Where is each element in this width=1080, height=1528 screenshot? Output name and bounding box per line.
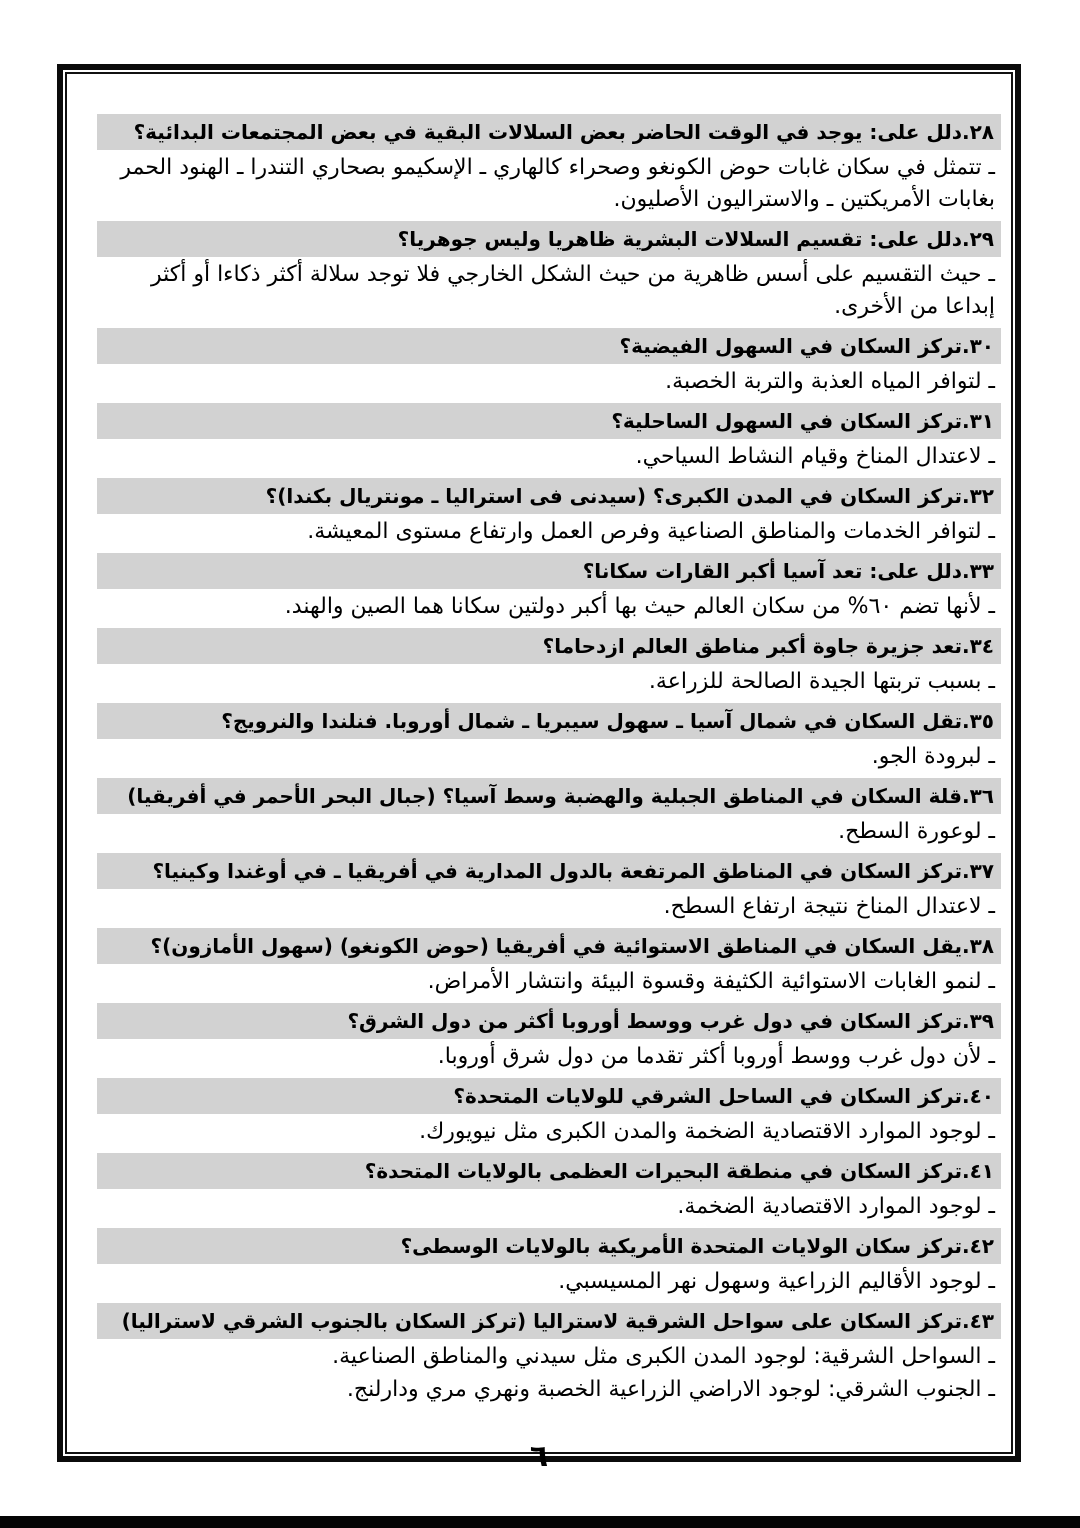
answer-block <box>97 516 1001 548</box>
answer-text: ـ لوجود الموارد الاقتصادية الضخمة. <box>677 1194 995 1219</box>
qa-item <box>97 1003 1001 1073</box>
question-header: ٣٨.يقل السكان في المناطق الاستوائية في أفريقيا (حوض الكونغو) (سهول الأمازون)؟ <box>97 928 1001 964</box>
answer-text: ـ لاعتدال المناخ نتيجة ارتفاع السطح. <box>663 894 995 919</box>
qa-item <box>97 1228 1001 1298</box>
question-header: ٤٢.تركز سكان الولايات المتحدة الأمريكية بالولايات الوسطى؟ <box>97 1228 1001 1264</box>
question-header: ٣٠.تركز السكان في السهول الفيضية؟ <box>97 328 1001 364</box>
answer-text: ـ لوعورة السطح. <box>838 819 995 844</box>
answer-block <box>97 741 1001 773</box>
answer-text: ـ الجنوب الشرقي: لوجود الاراضي الزراعية الخصبة ونهري مري ودارلنج. <box>346 1377 995 1402</box>
qa-item <box>97 778 1001 848</box>
qa-item <box>97 403 1001 473</box>
question-header: ٣٣.دلل على: تعد آسيا أكبر القارات سكانا؟ <box>97 553 1001 589</box>
answer-text: ـ حيث التقسيم على أسس ظاهرية من حيث الشكل الخارجي فلا توجد سلالة أكثر ذكاءا أو أكثر إبداعا من الأخرى. <box>150 262 995 319</box>
answer-block <box>97 366 1001 398</box>
question-header: ٣٦.قلة السكان في المناطق الجبلية والهضبة وسط آسيا؟ (جبال البحر الأحمر في أفريقيا) <box>97 778 1001 814</box>
question-header: ٤١.تركز السكان في منطقة البحيرات العظمى بالولايات المتحدة؟ <box>97 1153 1001 1189</box>
qa-list <box>69 76 1009 1450</box>
qa-item <box>97 1303 1001 1406</box>
qa-item <box>97 853 1001 923</box>
answer-text: ـ لوجود الأقاليم الزراعية وسهول نهر المسيسبي. <box>558 1269 995 1294</box>
answer-block <box>97 816 1001 848</box>
qa-item <box>97 478 1001 548</box>
qa-item <box>97 1153 1001 1223</box>
question-header: ٢٨.دلل على: يوجد في الوقت الحاضر بعض السلالات البقية في بعض المجتمعات البدائية؟ <box>97 114 1001 150</box>
answer-block <box>97 891 1001 923</box>
answer-block <box>97 666 1001 698</box>
question-header: ٣٤.تعد جزيرة جاوة أكبر مناطق العالم ازدحاما؟ <box>97 628 1001 664</box>
qa-item <box>97 1078 1001 1148</box>
qa-item <box>97 928 1001 998</box>
qa-item <box>97 221 1001 323</box>
answer-block <box>97 259 1001 323</box>
qa-item <box>97 628 1001 698</box>
qa-item <box>97 703 1001 773</box>
answer-text: ـ لتوافر الخدمات والمناطق الصناعية وفرص العمل وارتفاع مستوى المعيشة. <box>307 519 995 544</box>
answer-block <box>97 1341 1001 1406</box>
answer-text: ـ تتمثل في سكان غابات حوض الكونغو وصحراء كالهاري ـ الإسكيمو بصحاري التندرا ـ الهنود الحمر بغابات الأمريكتين ـ والاستراليون الأصليون. <box>120 155 995 212</box>
page-frame <box>57 64 1021 1474</box>
answer-block <box>97 1191 1001 1223</box>
answer-text: ـ لأنها تضم ٦٠% من سكان العالم حيث بها أكبر دولتين سكانا هما الصين والهند. <box>284 594 995 619</box>
answer-block <box>97 591 1001 623</box>
answer-block <box>97 1266 1001 1298</box>
question-header: ٣٥.تقل السكان في شمال آسيا ـ سهول سيبريا ـ شمال أوروبا. فنلندا والنرويج؟ <box>97 703 1001 739</box>
question-header: ٤٠.تركز السكان في الساحل الشرقي للولايات المتحدة؟ <box>97 1078 1001 1114</box>
answer-block <box>97 1116 1001 1148</box>
qa-item <box>97 114 1001 216</box>
bottom-black-bar <box>0 1516 1080 1528</box>
qa-item <box>97 553 1001 623</box>
question-header: ٣٢.تركز السكان في المدن الكبرى؟ (سيدنى فى استراليا ـ مونتريال بكندا)؟ <box>97 478 1001 514</box>
answer-block <box>97 1041 1001 1073</box>
qa-item <box>97 328 1001 398</box>
answer-block <box>97 966 1001 998</box>
page-number: ٦ <box>529 1439 549 1474</box>
answer-block <box>97 152 1001 216</box>
question-header: ٣١.تركز السكان في السهول الساحلية؟ <box>97 403 1001 439</box>
answer-text: ـ لبرودة الجو. <box>871 744 995 769</box>
answer-text: ـ بسبب تربتها الجيدة الصالحة للزراعة. <box>648 669 995 694</box>
answer-text: ـ لنمو الغابات الاستوائية الكثيفة وقسوة البيئة وانتشار الأمراض. <box>427 969 995 994</box>
answer-text: ـ لوجود الموارد الاقتصادية الضخمة والمدن الكبرى مثل نيويورك. <box>419 1119 995 1144</box>
question-header: ٢٩.دلل على: تقسيم السلالات البشرية ظاهريا وليس جوهريا؟ <box>97 221 1001 257</box>
question-header: ٤٣.تركز السكان على سواحل الشرقية لاستراليا (تركز السكان بالجنوب الشرقي لاستراليا) <box>97 1303 1001 1339</box>
question-header: ٣٧.تركز السكان في المناطق المرتفعة بالدول المدارية في أفريقيا ـ في أوغندا وكينيا؟ <box>97 853 1001 889</box>
answer-text: ـ لأن دول غرب ووسط أوروبا أكثر تقدما من دول شرق أوروبا. <box>437 1044 995 1069</box>
answer-text: ـ السواحل الشرقية: لوجود المدن الكبرى مثل سيدني والمناطق الصناعية. <box>332 1344 995 1369</box>
answer-text: ـ لاعتدال المناخ وقيام النشاط السياحي. <box>635 444 995 469</box>
question-header: ٣٩.تركز السكان في دول غرب ووسط أوروبا أكثر من دول الشرق؟ <box>97 1003 1001 1039</box>
answer-block <box>97 441 1001 473</box>
answer-text: ـ لتوافر المياه العذبة والتربة الخصبة. <box>665 369 995 394</box>
